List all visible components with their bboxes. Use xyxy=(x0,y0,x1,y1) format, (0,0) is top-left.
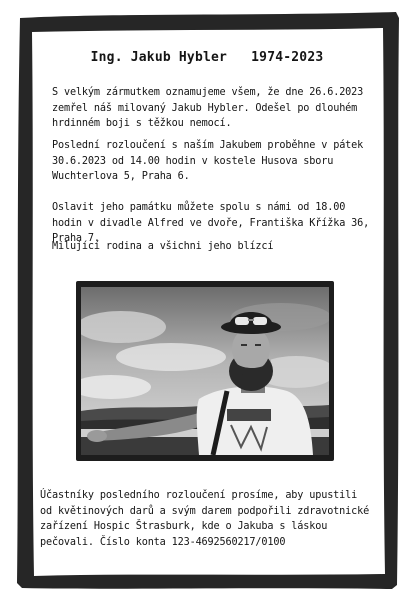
text-line: hodin v divadle Alfred ve dvoře, Františka Křížka 36, xyxy=(52,217,370,229)
family-signature xyxy=(52,239,382,255)
funeral-details-paragraph xyxy=(52,138,382,185)
text-line: zemřel náš milovaný Jakub Hybler. Odešel po dlouhém xyxy=(52,102,358,114)
text-line: Oslavit jeho památku můžete spolu s námi od 18.00 xyxy=(52,202,346,213)
portrait-photo-frame xyxy=(76,281,334,461)
donation-request-paragraph xyxy=(40,488,385,550)
text-line: hrdinném boji s těžkou nemocí. xyxy=(52,118,232,129)
text-line: Praha 7. xyxy=(52,233,100,244)
signature-line: Milující rodina a všichni jeho blízcí xyxy=(52,241,274,252)
portrait-photo xyxy=(81,287,329,455)
text-line: S velkým zármutkem oznamujeme všem, že dne 26.6.2023 xyxy=(52,87,364,98)
text-line: zařízení Hospic Štrasburk, kde o Jakuba s láskou xyxy=(40,521,328,532)
text-line: pečovali. Číslo konta 123-4692560217/0100 xyxy=(40,536,286,548)
notice-title: Ing. Jakub Hybler 1974-2023 xyxy=(90,50,324,65)
text-line: Poslední rozloučení s naším Jakubem proběhne v pátek xyxy=(52,140,364,151)
text-line: 30.6.2023 od 14.00 hodin v kostele Husova sboru xyxy=(52,155,334,167)
death-announcement-paragraph xyxy=(52,85,382,132)
text-line: Účastníky posledního rozloučení prosíme, aby upustili xyxy=(40,490,358,501)
text-line: Wuchterlova 5, Praha 6. xyxy=(52,171,190,182)
text-line: od květinových darů a svým darem podpořili zdravotnické xyxy=(40,505,370,517)
